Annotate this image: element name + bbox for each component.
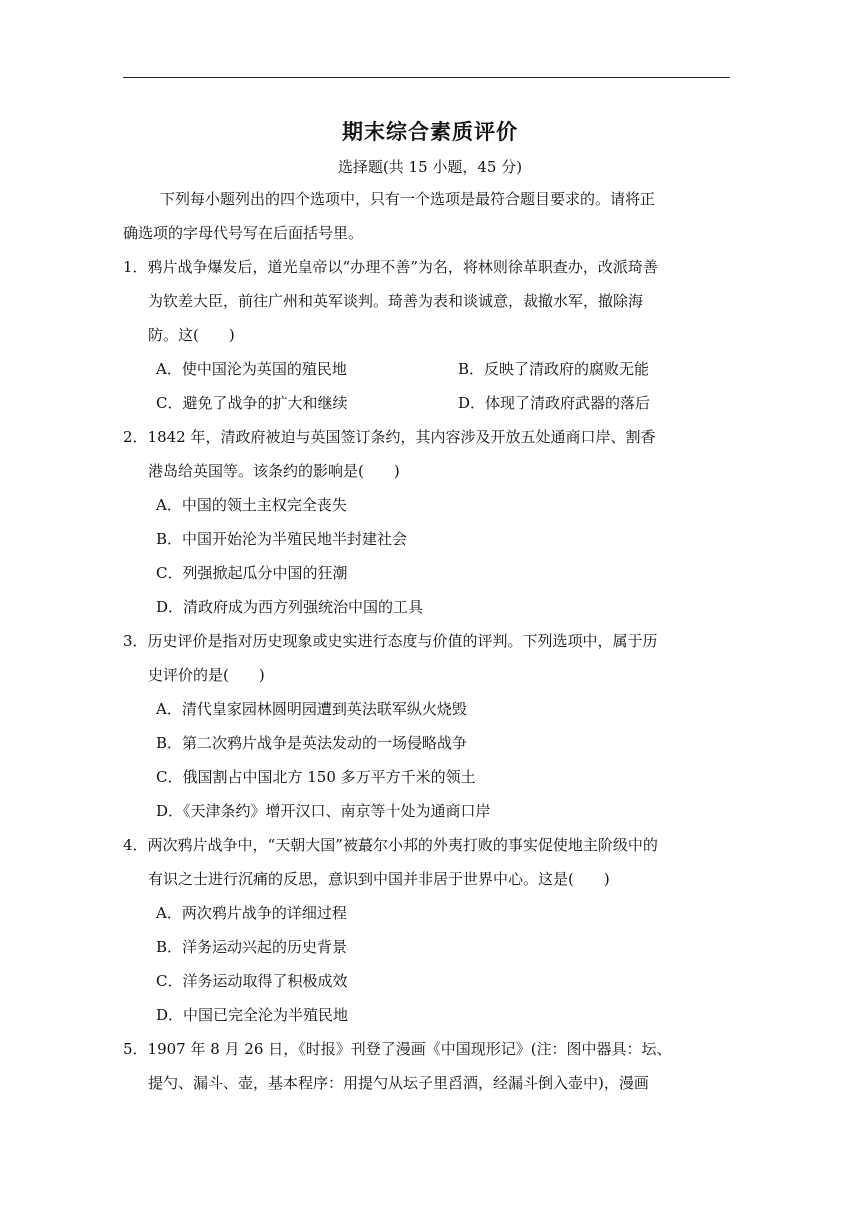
question-4-option-a[interactable]: A．两次鸦片战争的详细过程	[156, 904, 347, 922]
question-2-stem: 2．1842 年，清政府被迫与英国签订条约，其内容涉及开放五处通商口岸、割香	[123, 428, 656, 446]
question-3-option-c[interactable]: C．俄国割占中国北方 150 多万平方千米的领土	[156, 768, 476, 786]
question-2-stem: 港岛给英国等。该条约的影响是( )	[148, 462, 400, 480]
question-5-stem: 提勺、漏斗、壶，基本程序：用提勺从坛子里舀酒，经漏斗倒入壶中)，漫画	[148, 1074, 649, 1092]
header-rule	[123, 77, 730, 78]
section-subtitle: 选择题(共 15 小题，45 分)	[337, 158, 523, 176]
instructions-line-2: 确选项的字母代号写在后面括号里。	[123, 224, 364, 242]
question-4-option-b[interactable]: B．洋务运动兴起的历史背景	[156, 938, 348, 956]
question-3-option-b[interactable]: B．第二次鸦片战争是英法发动的一场侵略战争	[156, 734, 468, 752]
question-3-stem: 史评价的是( )	[148, 666, 265, 684]
question-2-option-b[interactable]: B．中国开始沦为半殖民地半封建社会	[156, 530, 408, 548]
instructions-line-1: 下列每小题列出的四个选项中，只有一个选项是最符合题目要求的。请将正	[160, 190, 656, 208]
question-4-option-c[interactable]: C．洋务运动取得了积极成效	[156, 972, 348, 990]
question-2-option-a[interactable]: A．中国的领土主权完全丧失	[156, 496, 347, 514]
page-title: 期末综合素质评价	[342, 120, 518, 144]
question-3-option-d[interactable]: D．《天津条约》增开汉口、南京等十处为通商口岸	[156, 802, 491, 820]
question-4-option-d[interactable]: D．中国已完全沦为半殖民地	[156, 1006, 349, 1024]
question-3-option-a[interactable]: A．清代皇家园林圆明园遭到英法联军纵火烧毁	[156, 700, 467, 718]
question-2-option-d[interactable]: D．清政府成为西方列强统治中国的工具	[156, 598, 424, 616]
question-5-stem: 5．1907 年 8 月 26 日，《时报》刊登了漫画《中国现形记》(注：图中器具：坛、	[123, 1040, 672, 1058]
question-1-option-d[interactable]: D．体现了清政府武器的落后	[458, 394, 651, 412]
question-1-stem: 1．鸦片战争爆发后，道光皇帝以“办理不善”为名，将林则徐革职查办，改派琦善	[123, 258, 658, 276]
question-4-stem: 4．两次鸦片战争中，“天朝大国”被蕞尔小邦的外夷打败的事实促使地主阶级中的	[123, 836, 658, 854]
question-1-option-c[interactable]: C．避免了战争的扩大和继续	[156, 394, 348, 412]
question-3-stem: 3．历史评价是指对历史现象或史实进行态度与价值的评判。下列选项中，属于历	[123, 632, 658, 650]
question-4-stem: 有识之士进行沉痛的反思，意识到中国并非居于世界中心。这是( )	[148, 870, 610, 888]
question-1-option-b[interactable]: B．反映了清政府的腐败无能	[458, 360, 650, 378]
question-2-option-c[interactable]: C．列强掀起瓜分中国的狂潮	[156, 564, 348, 582]
question-1-stem: 为钦差大臣，前往广州和英军谈判。琦善为表和谈诚意，裁撤水军，撤除海	[148, 292, 644, 310]
question-1-stem: 防。这( )	[148, 326, 235, 344]
question-1-option-a[interactable]: A．使中国沦为英国的殖民地	[156, 360, 347, 378]
